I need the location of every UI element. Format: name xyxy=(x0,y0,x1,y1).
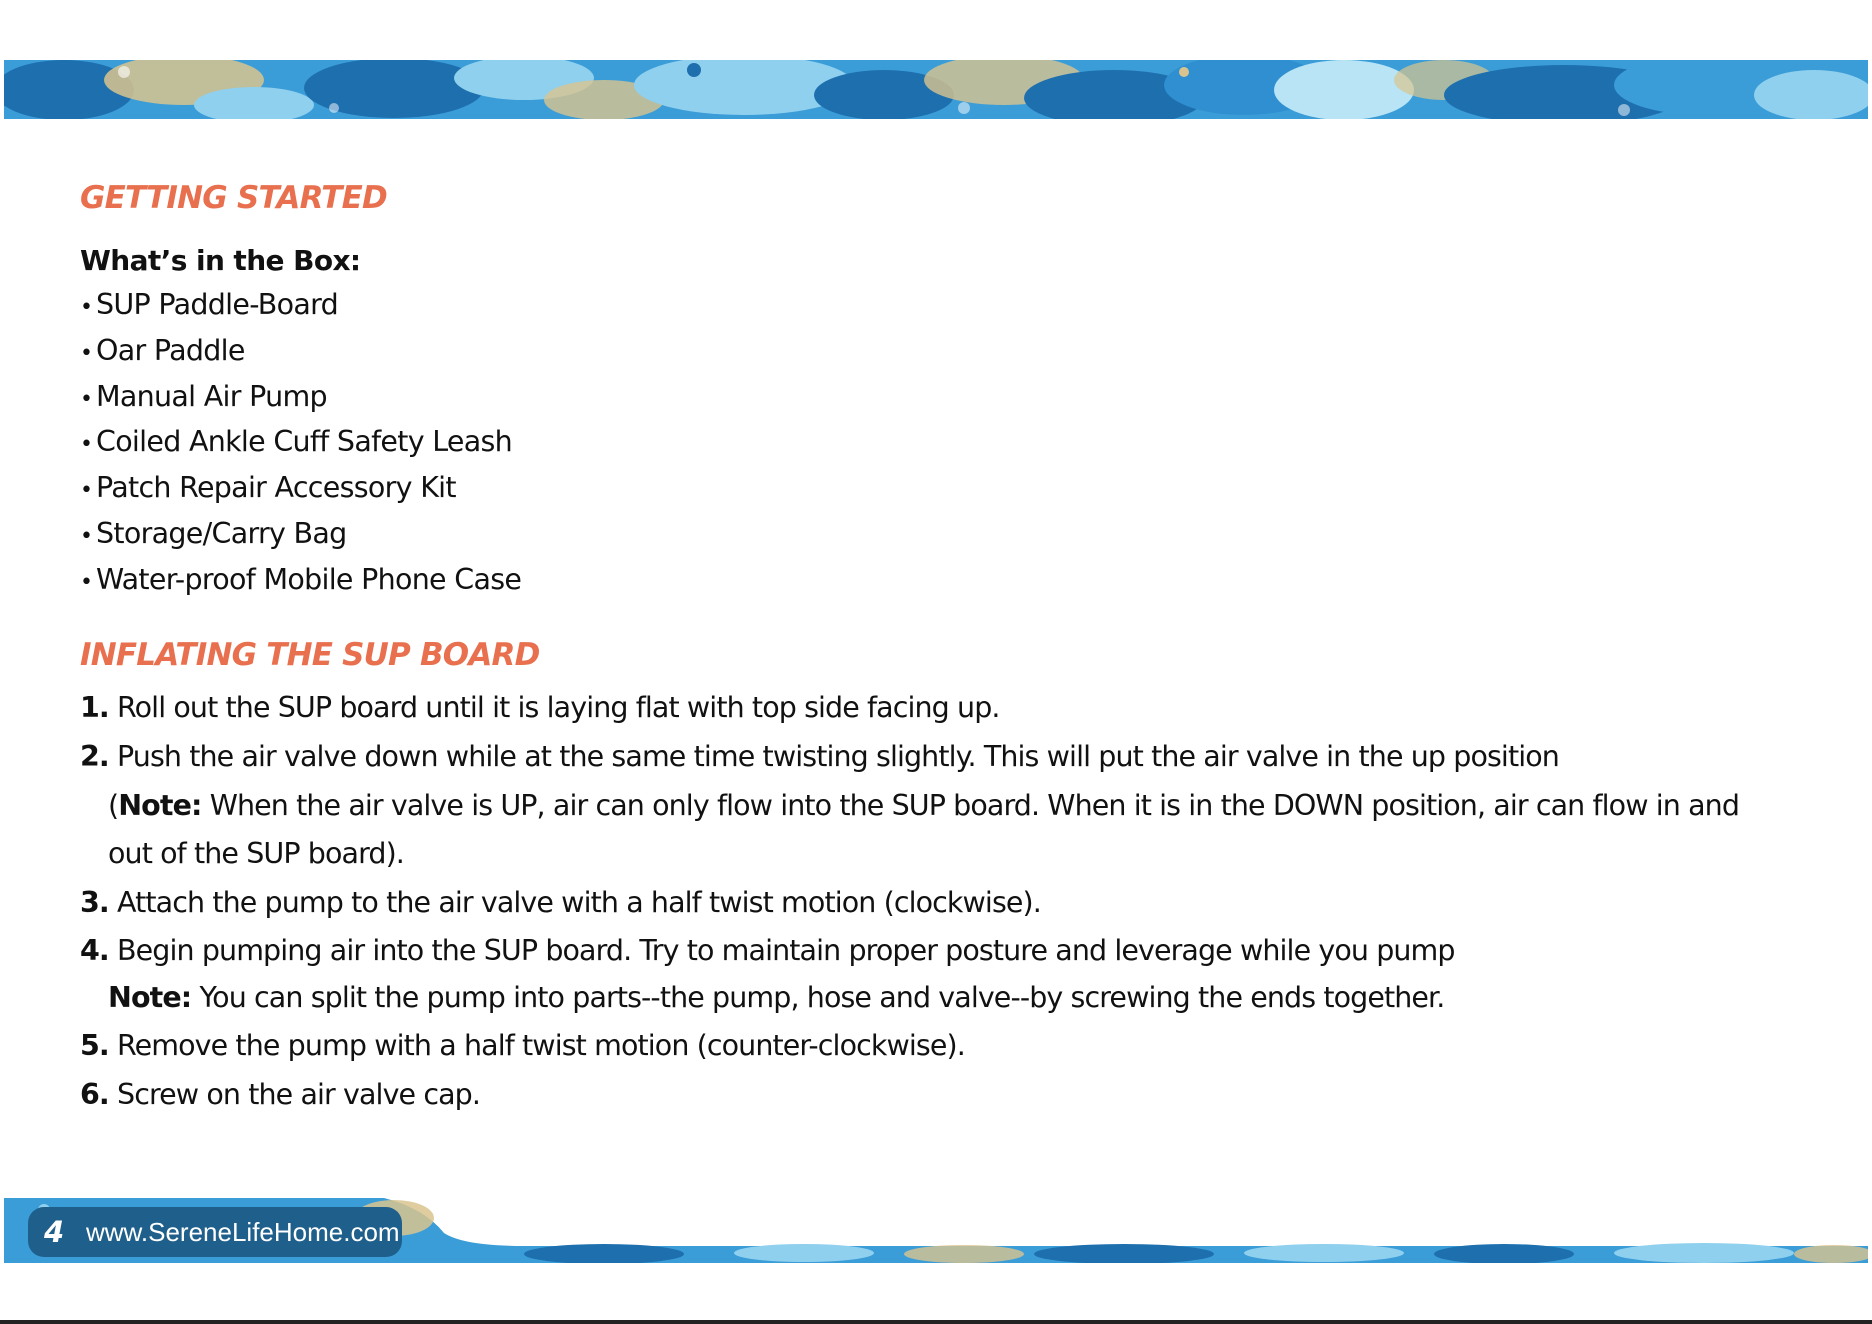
bullet-icon: • xyxy=(80,432,93,458)
list-item: • Manual Air Pump xyxy=(80,376,521,422)
step-1 xyxy=(80,684,1800,733)
list-item: • Storage/Carry Bag xyxy=(80,513,521,559)
step-6 xyxy=(80,1071,1800,1120)
step-2-note-continued xyxy=(80,830,1800,879)
bullet-icon: • xyxy=(80,340,93,366)
step-2 xyxy=(80,733,1800,782)
list-item: • Patch Repair Accessory Kit xyxy=(80,467,521,513)
step-4-note xyxy=(80,974,1800,1022)
step-number: 1. xyxy=(80,691,109,724)
bottom-divider xyxy=(0,1320,1872,1324)
list-item: • SUP Paddle-Board xyxy=(80,284,521,330)
note-text: When the air valve is UP, air can only flow into the SUP board. When it is in the DOWN position, air can flow in and xyxy=(201,788,1740,822)
step-number: 5. xyxy=(80,1029,109,1063)
note-text: You can split the pump into parts--the pump, hose and valve--by screwing the ends together. xyxy=(191,981,1445,1015)
note-text: out of the SUP board). xyxy=(108,837,404,871)
step-number: 3. xyxy=(80,886,109,920)
section-title-getting-started: GETTING STARTED xyxy=(80,180,387,216)
step-2-note: (Note: When the air valve is UP, air can only flow into the SUP board. When it is in the DOWN position, air can flow in and xyxy=(108,788,1740,822)
top-ocean-banner xyxy=(4,60,1868,119)
step-5 xyxy=(80,1022,1800,1071)
step-text: Begin pumping air into the SUP board. Try to maintain proper posture and leverage while you pump xyxy=(108,933,1455,967)
step-number: 2. xyxy=(80,739,109,773)
box-contents-heading: What’s in the Box: xyxy=(80,244,361,277)
section-title-inflating: INFLATING THE SUP BOARD xyxy=(80,637,540,673)
list-item: • Water-proof Mobile Phone Case xyxy=(80,559,521,605)
bullet-icon: • xyxy=(80,569,93,595)
step-text: Roll out the SUP board until it is laying flat with top side facing up. xyxy=(108,691,1000,724)
note-label: Note: xyxy=(118,788,202,822)
step-3 xyxy=(80,879,1800,928)
step-text: Remove the pump with a half twist motion (counter-clockwise). xyxy=(108,1029,965,1063)
note-label: Note: xyxy=(108,981,192,1015)
step-text: Push the air valve down while at the same time twisting slightly. This will put the air valve in the up position xyxy=(108,739,1559,773)
website-link[interactable]: www.SereneLifeHome.com xyxy=(86,1216,400,1247)
footer-badge xyxy=(28,1207,402,1257)
bullet-icon: • xyxy=(80,478,93,504)
step-4 xyxy=(80,928,1800,975)
list-item: • Coiled Ankle Cuff Safety Leash xyxy=(80,421,521,467)
step-number: 4. xyxy=(80,933,109,967)
box-contents-list xyxy=(80,284,521,605)
page-number: 4 xyxy=(44,1215,65,1249)
bullet-icon: • xyxy=(80,523,93,549)
ocean-pattern-graphic xyxy=(4,60,1868,119)
step-number: 6. xyxy=(80,1078,109,1112)
bullet-icon: • xyxy=(80,386,93,412)
list-item: • Oar Paddle xyxy=(80,330,521,376)
inflation-steps xyxy=(80,684,1800,1120)
bullet-icon: • xyxy=(80,295,93,320)
step-text: Screw on the air valve cap. xyxy=(108,1078,481,1112)
step-text: Attach the pump to the air valve with a half twist motion (clockwise). xyxy=(108,886,1041,920)
